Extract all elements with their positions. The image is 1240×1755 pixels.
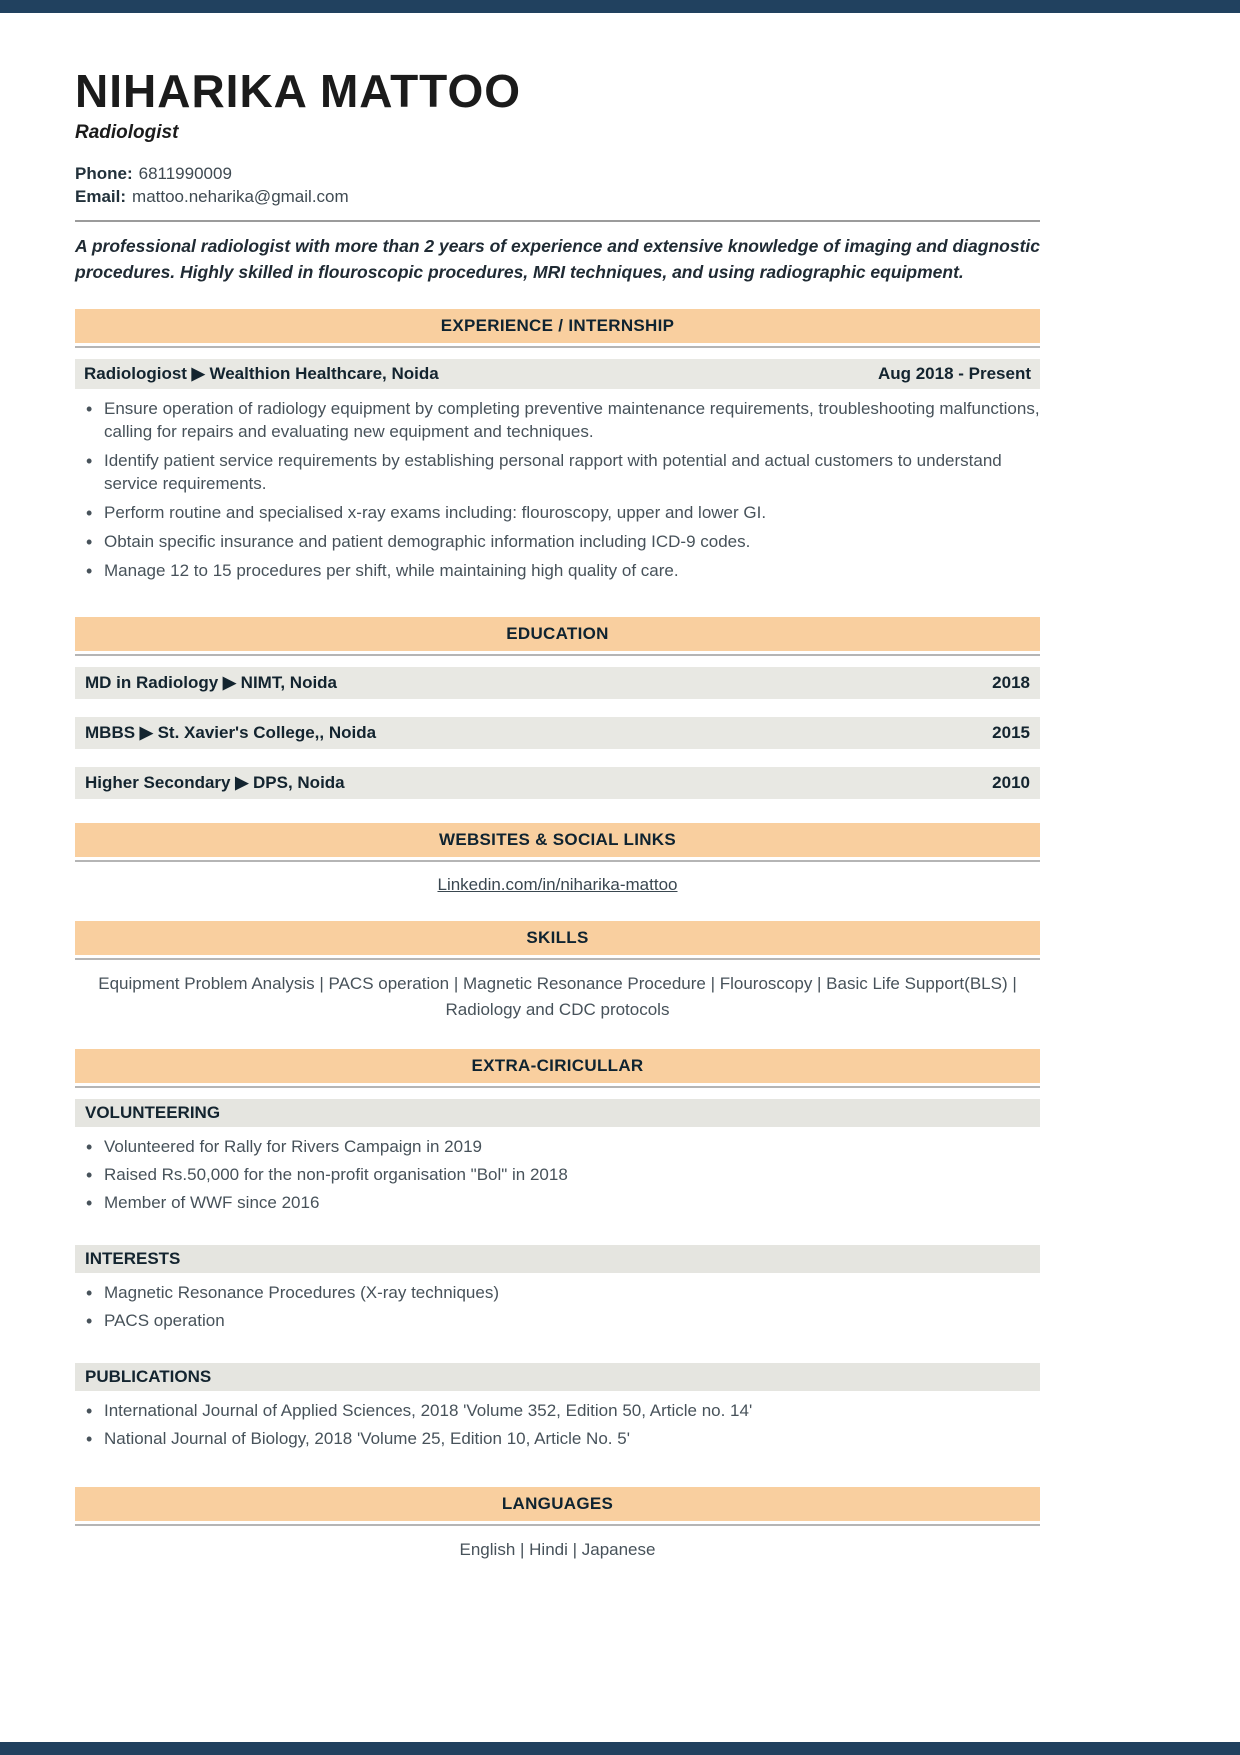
publication-bullet: • International Journal of Applied Sciences, 2018 'Volume 352, Edition 50, Article no. 14': [104, 1400, 1040, 1423]
email-label: Email:: [75, 187, 127, 207]
publications-bullet-list: [75, 1400, 1040, 1451]
experience-block: [75, 359, 1040, 583]
volunteering-bullet: • Member of WWF since 2016: [104, 1192, 1040, 1215]
subsection-header-volunteering: VOLUNTEERING: [75, 1099, 1040, 1127]
subsection-header-publications: PUBLICATIONS: [75, 1363, 1040, 1391]
experience-bullet: • Manage 12 to 15 procedures per shift, while maintaining high quality of care.: [104, 560, 1040, 583]
section-header-experience: EXPERIENCE / INTERNSHIP: [75, 309, 1040, 343]
subsection-header-interests: INTERESTS: [75, 1245, 1040, 1273]
volunteering-subsection: [75, 1099, 1040, 1215]
experience-bullet: • Ensure operation of radiology equipment by completing preventive maintenance requirements, troubleshooting malfunctions, calling for repairs and evaluating new equipment and techniques.: [104, 398, 1040, 444]
interests-bullet-list: [75, 1282, 1040, 1333]
resume-role: Radiologist: [75, 122, 179, 144]
education-title: MD in Radiology ▶ NIMT, Noida: [85, 672, 338, 692]
education-year: 2018: [992, 672, 1030, 692]
resume-content: [75, 67, 1040, 1563]
education-title: MBBS ▶ St. Xavier's College,, Noida: [85, 722, 377, 742]
linkedin-link[interactable]: Linkedin.com/in/niharika-mattoo: [437, 874, 678, 894]
section-header-skills: SKILLS: [75, 921, 1040, 955]
links-line: [75, 875, 1040, 895]
summary-text: A professional radiologist with more than 2 years of experience and extensive knowledge of imaging and diagnostic procedures. Highly skilled in flouroscopic procedures, MRI techniques, and using radiographic equipment.: [75, 236, 1040, 282]
job-header-bar: [75, 359, 1040, 389]
volunteering-bullet: • Raised Rs.50,000 for the non-profit organisation "Bol" in 2018: [104, 1164, 1040, 1187]
section-header-education: EDUCATION: [75, 617, 1040, 651]
experience-bullet: • Obtain specific insurance and patient demographic information including ICD-9 codes.: [104, 531, 1040, 554]
publication-bullet: • National Journal of Biology, 2018 'Volume 25, Edition 10, Article No. 5': [104, 1428, 1040, 1451]
section-header-extra-curricular: EXTRA-CIRICULLAR: [75, 1049, 1040, 1083]
phone-label: Phone:: [75, 164, 133, 184]
resume-name: NIHARIKA MATTOO: [75, 65, 522, 117]
experience-bullet: • Identify patient service requirements by establishing personal rapport with potential and actual customers to understand service requirements.: [104, 450, 1040, 496]
education-row: [75, 767, 1040, 799]
section-header-languages: LANGUAGES: [75, 1487, 1040, 1521]
top-accent-bar: [0, 0, 1240, 13]
email-line: [75, 185, 1040, 208]
email-value: mattoo.neharika@gmail.com: [132, 187, 349, 207]
job-dates: Aug 2018 - Present: [877, 364, 1031, 384]
experience-bullet: • Perform routine and specialised x-ray exams including: flouroscopy, upper and lower GI.: [104, 502, 1040, 525]
education-year: 2015: [992, 722, 1030, 742]
experience-bullet-list: [75, 398, 1040, 583]
education-row: [75, 667, 1040, 699]
header-divider: [75, 220, 1040, 222]
education-title: Higher Secondary ▶ DPS, Noida: [85, 772, 345, 792]
volunteering-bullet-list: [75, 1136, 1040, 1215]
bottom-accent-bar: [0, 1742, 1240, 1755]
languages-list: English | Hindi | Japanese: [459, 1539, 656, 1559]
publications-subsection: [75, 1363, 1040, 1451]
volunteering-bullet: • Volunteered for Rally for Rivers Campaign in 2019: [104, 1136, 1040, 1159]
phone-line: [75, 162, 1040, 185]
interest-bullet: • PACS operation: [104, 1310, 1040, 1333]
education-row: [75, 717, 1040, 749]
section-header-links: WEBSITES & SOCIAL LINKS: [75, 823, 1040, 857]
education-year: 2010: [992, 772, 1030, 792]
phone-value: 6811990009: [138, 164, 232, 184]
skills-list: Equipment Problem Analysis | PACS operation | Magnetic Resonance Procedure | Flouroscopy | Basic Life Support(BLS) | Radiology and CDC protocols: [98, 973, 1017, 1019]
contact-block: [75, 162, 1040, 208]
job-title: Radiologiost ▶ Wealthion Healthcare, Noida: [84, 364, 439, 384]
interest-bullet: • Magnetic Resonance Procedures (X-ray techniques): [104, 1282, 1040, 1305]
interests-subsection: [75, 1245, 1040, 1333]
